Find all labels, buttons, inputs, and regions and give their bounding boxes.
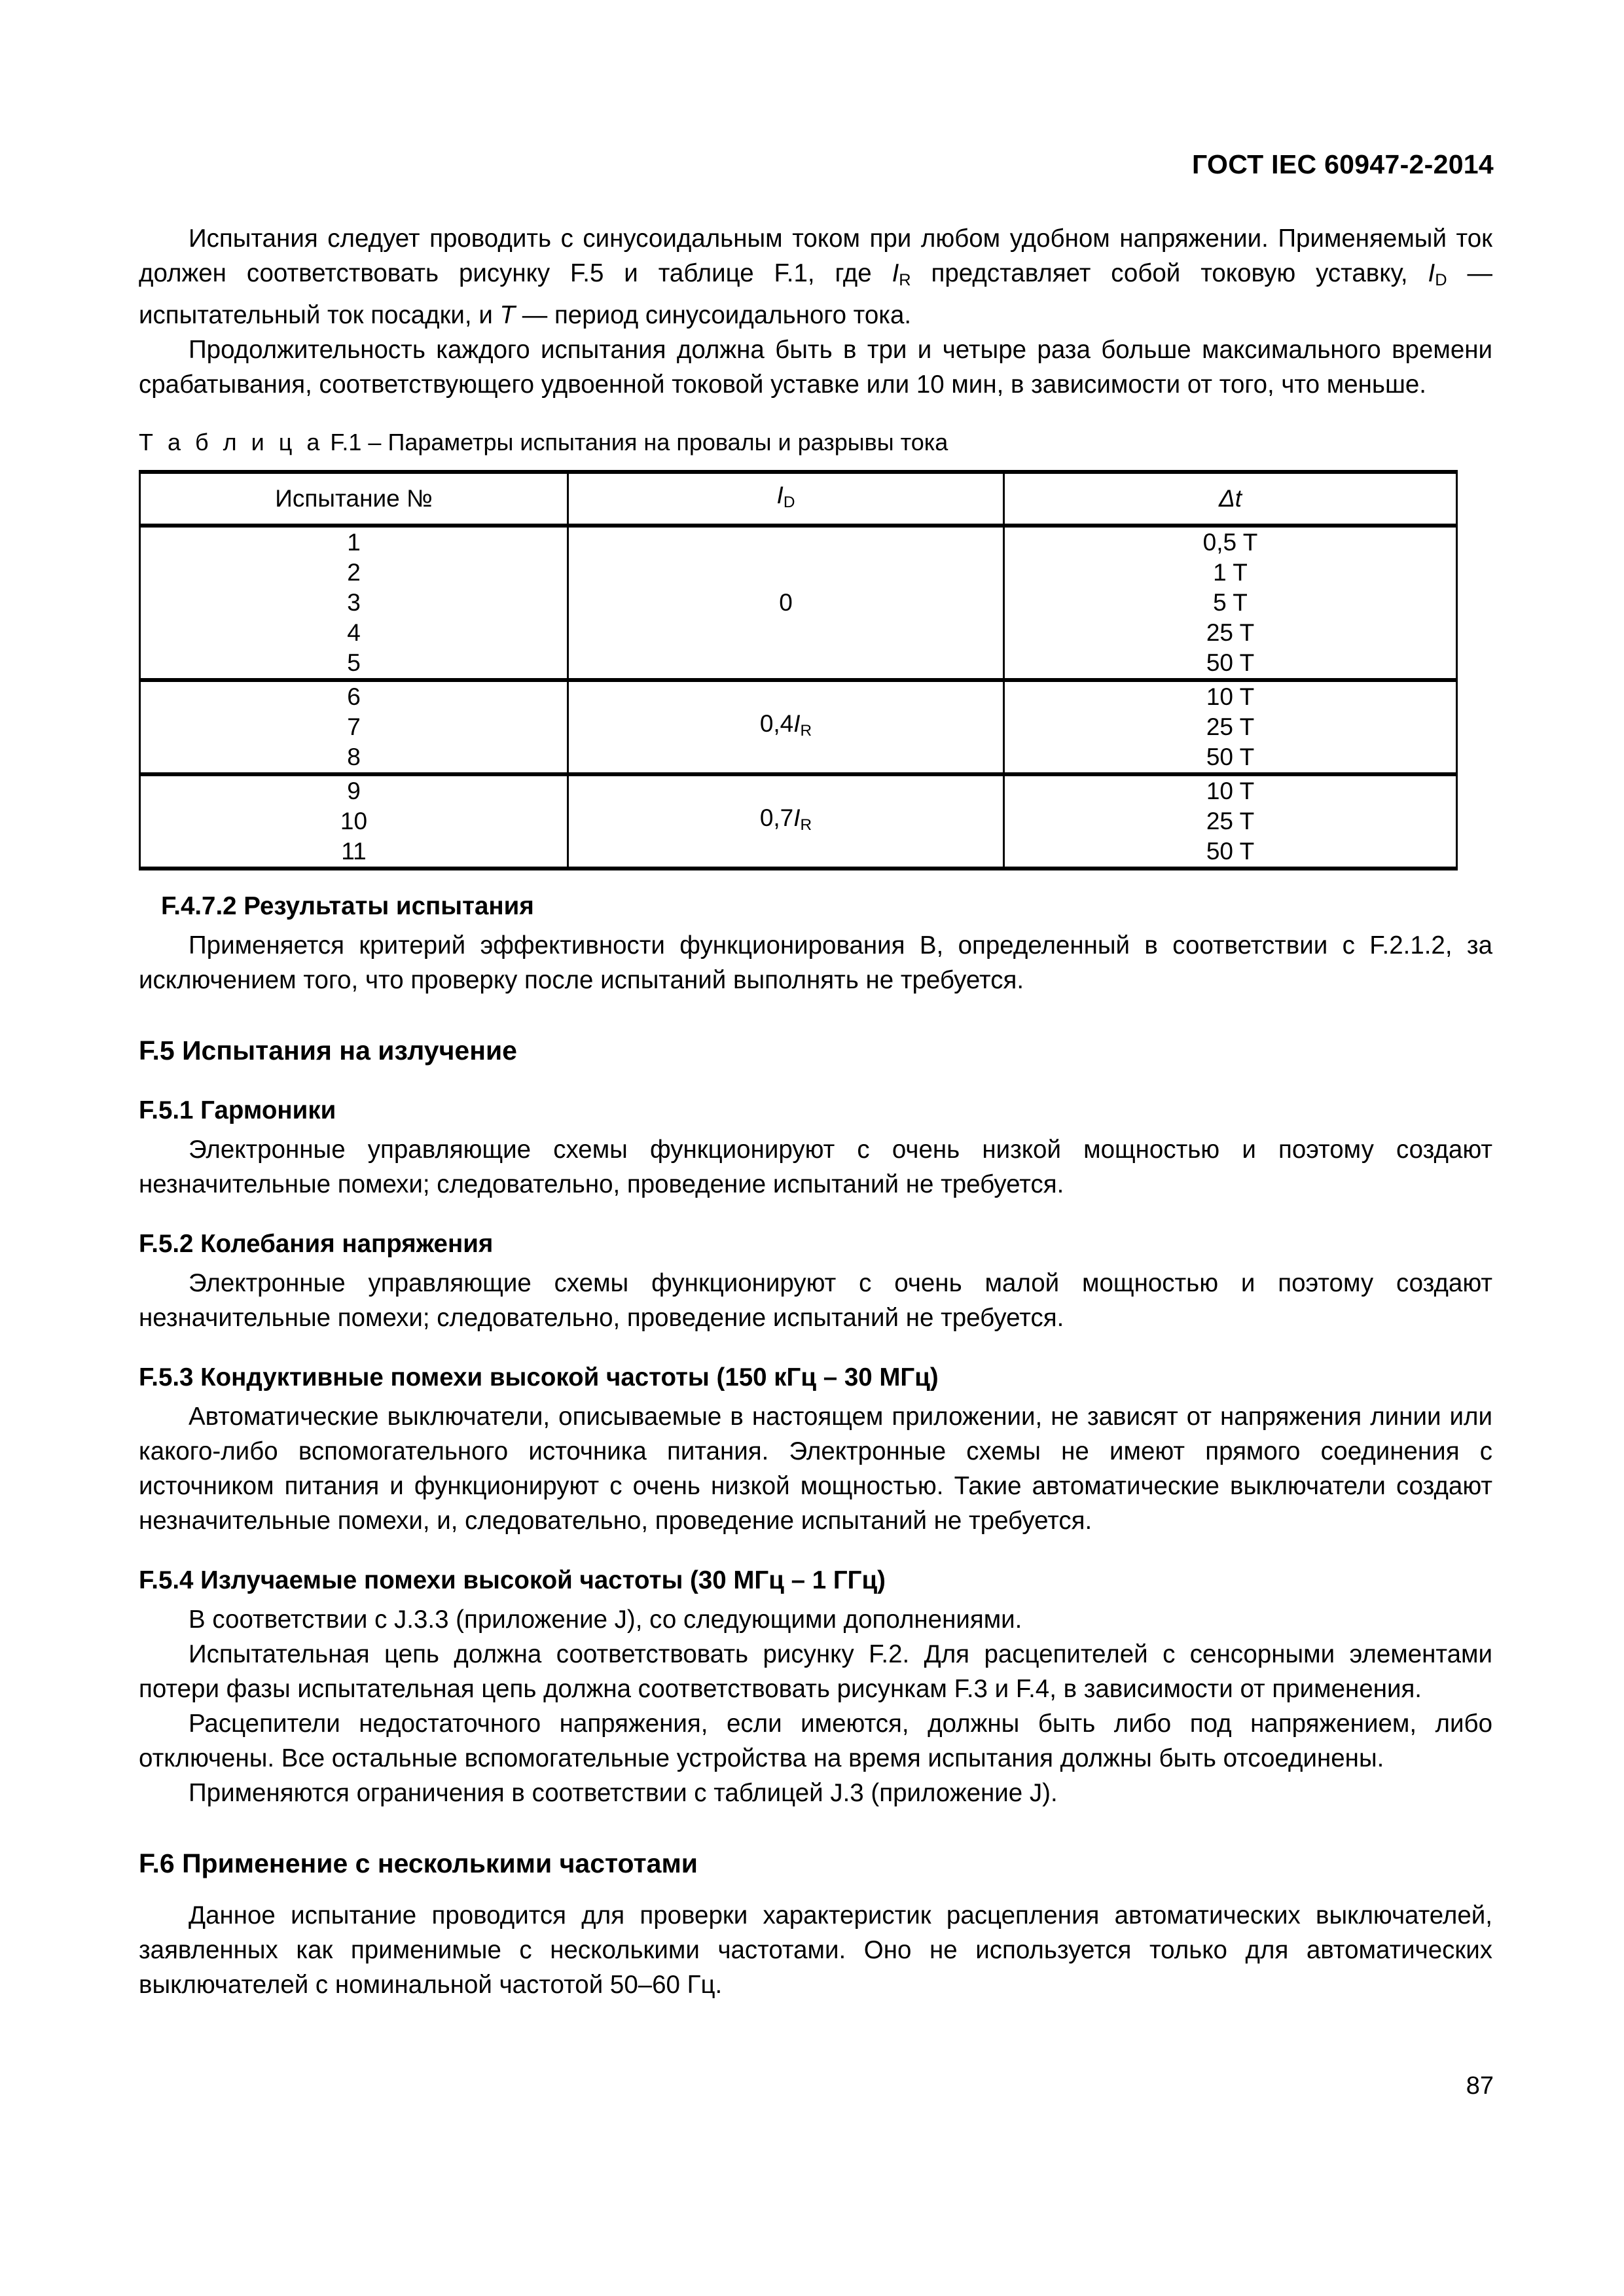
cell-id-coefficient: 0,4 [759,709,794,737]
paragraph-f-5-4-2: Испытательная цепь должна соответствовать рисунку F.2. Для расцепителей с сенсорными элементами потери фазы испытательная цепь должна соответствовать рисункам F.3 и F.4, в зависимости от применения. [139,1640,1493,1704]
cell-id-subscript: R [800,721,812,740]
intro-paragraph-1 [139,221,1492,332]
cell-test-number: 7 [140,712,568,742]
cell-test-number: 8 [140,742,568,774]
cell-id-value [568,680,1004,774]
paragraph-f-4-7-2: Применяется критерий эффективности функционирования В, определенный в соответствии с F.2.1.2, за исключением того, что проверку после испытаний выполнять не требуется. [139,931,1492,995]
heading-f-5-4: F.5.4 Излучаемые помехи высокой частоты (30 МГц – 1 ГГц) [139,1566,886,1595]
column-header-delta-t [1004,472,1457,526]
paragraph-f-5-2: Электронные управляющие схемы функционируют с очень малой мощностью и поэтому создают незначительные помехи; следовательно, проведение испытаний не требуется. [139,1269,1492,1333]
heading-f-4-7-2: F.4.7.2 Результаты испытания [161,892,534,921]
intro-p1-text-c: — испытательный ток посадки, и [139,259,1492,330]
paragraph-f-5-1: Электронные управляющие схемы функционируют с очень низкой мощностью и поэтому создают незначительные помехи; следовательно, проведение испытаний не требуется. [139,1136,1492,1199]
intro-paragraph-2: Продолжительность каждого испытания должна быть в три и четыре раза больше максимального времени срабатывания, соответствующего удвоенной токовой уставке или 10 мин, в зависимости от того, что меньше. [139,336,1492,399]
cell-test-number: 5 [140,648,568,680]
paragraph-f-6: Данное испытание проводится для проверки характеристик расцепления автоматических выключателей, заявленных как применимые с несколькими частотами. Оно не используется только для автоматических выключателей с номинальной частотой 50–60 Гц. [139,1901,1492,2000]
cell-delta-t: 10 T [1004,680,1457,712]
table-f1-group-3 [140,774,1457,869]
intro-p1-text-b: представляет собой токовую уставку, [911,259,1428,287]
intro-p1-text-d: — период синусоидального тока. [515,301,912,330]
table-f1-group-2 [140,680,1457,774]
cell-id-coefficient: 0,7 [759,804,794,831]
column-header-test-number: Испытание № [140,472,568,526]
symbol-t: T [499,301,516,330]
paragraph-f-5-3: Автоматические выключатели, описываемые в настоящем приложении, не зависят от напряжения линии или какого-либо вспомогательного источника питания. Электронные схемы не имеют прямого соединения с источником питания и функционируют с очень низкой мощностью. Такие автоматические выключатели создают незначительные помехи, и, следовательно, проведение испытаний не требуется. [139,1403,1492,1535]
table-f1-caption [139,427,1492,458]
cell-delta-t: 0,5 T [1004,526,1457,558]
cell-id-symbol: I [793,709,801,737]
column-header-id [568,472,1004,526]
symbol-id-subscript: D [1435,271,1447,290]
cell-test-number: 2 [140,558,568,588]
cell-test-number: 10 [140,806,568,836]
cell-delta-t: 25 T [1004,618,1457,648]
column-header-delta-t-symbol: Δt [1218,485,1242,512]
paragraph-f-5-4-1: В соответствии с J.3.3 (приложение J), со следующими дополнениями. [189,1605,1022,1634]
cell-test-number: 4 [140,618,568,648]
table-f1-header [140,472,1457,526]
table-f1-group-1 [140,526,1457,680]
cell-test-number: 1 [140,526,568,558]
column-header-id-subscript: D [783,493,795,511]
table-row [140,774,1457,806]
cell-test-number: 11 [140,836,568,869]
table-caption-label: Т а б л и ц а [139,429,324,456]
symbol-ir: I [892,259,899,287]
cell-delta-t: 50 T [1004,648,1457,680]
cell-delta-t: 10 T [1004,774,1457,806]
page-number: 87 [1466,2072,1494,2100]
intro-p1-text-a: Испытания следует проводить с синусоидальным током при любом удобном напряжении. Применяемый ток должен соответствовать рисунку F.5 и таблице F.1, где [139,224,1492,287]
table-caption-text: F.1 – Параметры испытания на провалы и разрывы тока [323,429,948,456]
page-content [139,221,1492,2002]
table-f1 [139,470,1458,870]
cell-test-number: 3 [140,588,568,618]
cell-delta-t: 50 T [1004,742,1457,774]
cell-test-number: 9 [140,774,568,806]
table-row [140,526,1457,558]
paragraph-f-5-4-4: Применяются ограничения в соответствии с таблицей J.3 (приложение J). [189,1779,1058,1808]
paragraph-f-5-4-3: Расцепители недостаточного напряжения, если имеются, должны быть либо под напряжением, либо отключены. Все остальные вспомогательные устройства на время испытания должны быть отсоединены. [139,1710,1492,1773]
cell-delta-t: 50 T [1004,836,1457,869]
column-header-id-symbol: I [776,481,784,509]
cell-id-coefficient: 0 [779,589,793,617]
symbol-id: I [1428,259,1435,287]
running-header-standard-number: ГОСТ IEC 60947-2-2014 [1192,149,1494,179]
heading-f-5-3: F.5.3 Кондуктивные помехи высокой частоты (150 кГц – 30 МГц) [139,1363,939,1392]
cell-delta-t: 25 T [1004,712,1457,742]
heading-f-5: F.5 Испытания на излучение [139,1035,517,1066]
heading-f-5-1: F.5.1 Гармоники [139,1096,336,1125]
cell-delta-t: 25 T [1004,806,1457,836]
table-header-row [140,472,1457,526]
cell-id-value [568,526,1004,680]
cell-delta-t: 5 T [1004,588,1457,618]
cell-id-value [568,774,1004,869]
cell-delta-t: 1 T [1004,558,1457,588]
cell-id-symbol: I [793,804,801,831]
cell-test-number: 6 [140,680,568,712]
spacer [139,1889,1492,1898]
symbol-ir-subscript: R [899,271,911,290]
heading-f-5-2: F.5.2 Колебания напряжения [139,1230,494,1259]
cell-id-subscript: R [800,816,812,834]
table-row [140,680,1457,712]
heading-f-6: F.6 Применение с несколькими частотами [139,1848,698,1879]
